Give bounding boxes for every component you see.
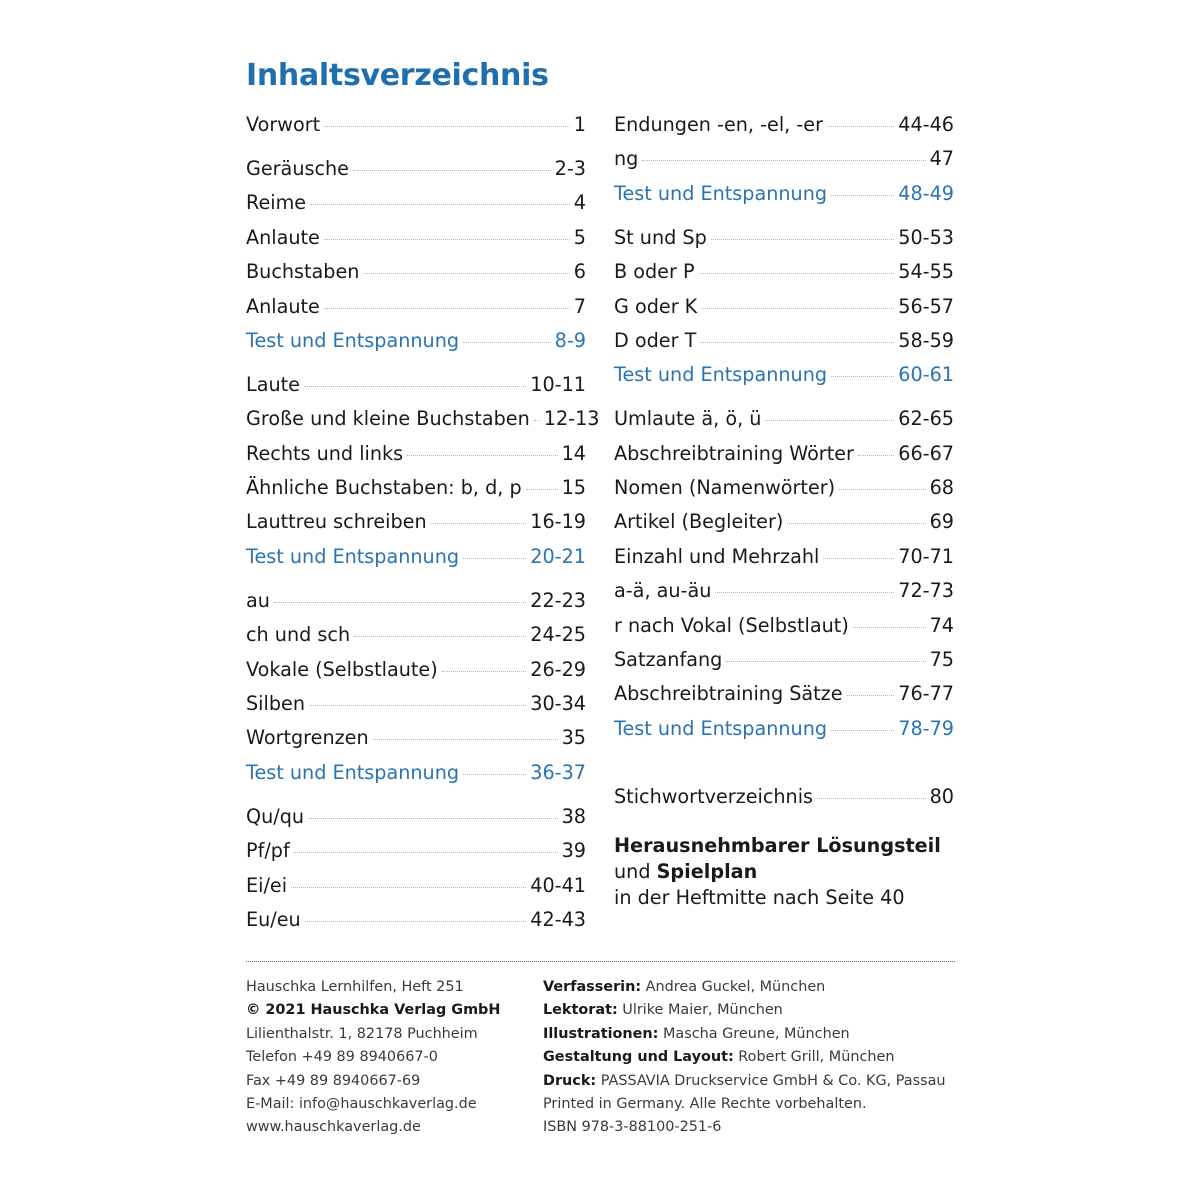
toc-leader-dots: [294, 852, 558, 853]
imprint-key: Gestaltung und Layout:: [543, 1049, 734, 1066]
toc-leader-dots: [463, 774, 526, 775]
toc-entry: [614, 290, 954, 324]
toc-entry-label: Abschreibtraining Sätze: [614, 682, 843, 706]
toc-entry-label: Stichwortverzeichnis: [614, 785, 814, 809]
imprint-key: Verfasserin:: [543, 979, 642, 995]
page-title: Inhaltsverzeichnis: [246, 58, 549, 93]
toc-entry-label: Test und Entspannung: [246, 544, 460, 568]
toc-entry-page: 70-71: [898, 544, 954, 568]
imprint-value: PASSAVIA Druckservice GmbH & Co. KG, Passau: [596, 1072, 946, 1089]
toc-entry-page: 8-9: [554, 328, 586, 352]
toc-leader-dots: [305, 921, 527, 922]
toc-entry: [246, 186, 586, 220]
imprint-line: Telefon +49 89 8940667-0: [246, 1049, 438, 1066]
toc-entry: [246, 368, 586, 402]
imprint-key: Illustrationen:: [543, 1025, 659, 1042]
toc-entry-page: 62-65: [898, 407, 954, 431]
toc-entry-label: Qu/qu: [246, 804, 305, 828]
toc-entry: [614, 142, 954, 176]
toc-leader-dots: [823, 558, 894, 559]
toc-entry: [246, 471, 586, 505]
toc-entry: [614, 540, 954, 574]
toc-entry-page: 47: [929, 147, 954, 171]
toc-entry-label: G oder K: [614, 294, 698, 318]
imprint-line: © 2021 Hauschka Verlag GmbH: [246, 1002, 501, 1019]
toc-leader-dots: [831, 730, 894, 731]
toc-entry-label: r nach Vokal (Selbstlaut): [614, 613, 849, 637]
toc-entry-page: 10-11: [530, 372, 586, 396]
toc-entry-page: 48-49: [898, 181, 954, 205]
toc-entry: [246, 290, 586, 324]
toc-leader-dots: [353, 170, 551, 171]
toc-entry-page: 20-21: [530, 544, 586, 568]
toc-entry-page: 38: [561, 804, 586, 828]
toc-entry: [246, 800, 586, 834]
toc-entry-label: Abschreibtraining Wörter: [614, 441, 854, 465]
toc-entry: [246, 687, 586, 721]
toc-entry-page: 15: [561, 476, 586, 500]
toc-entry-label: au: [246, 588, 270, 612]
toc-entry-page: 44-46: [898, 113, 954, 136]
toc-leader-dots: [858, 455, 894, 456]
imprint-credits: [543, 976, 946, 1140]
toc-entry-page: 1: [573, 113, 586, 136]
toc-entry-label: a-ä, au-äu: [614, 579, 712, 603]
toc-entry: [614, 324, 954, 358]
toc-leader-dots: [701, 308, 894, 309]
toc-entry-label: Test und Entspannung: [614, 363, 828, 387]
imprint-value: ISBN 978-3-88100-251-6: [543, 1119, 722, 1136]
toc-entry-page: 66-67: [898, 441, 954, 465]
toc-entry-label: Endungen -en, -el, -er: [614, 113, 823, 136]
toc-entry: [614, 437, 954, 471]
toc-entry-page: 22-23: [530, 588, 586, 612]
toc-leader-dots: [308, 818, 558, 819]
toc-entry: [246, 505, 586, 539]
toc-leader-dots: [463, 342, 551, 343]
toc-entry-page: 60-61: [898, 363, 954, 387]
toc-entry: [246, 869, 586, 903]
toc-entry-label: Test und Entspannung: [614, 181, 828, 205]
imprint-key: Lektorat:: [543, 1002, 618, 1019]
toc-entry-page: 42-43: [530, 907, 586, 931]
toc-entry-label: Pf/pf: [246, 839, 290, 863]
toc-entry: [246, 402, 600, 436]
toc-entry-label: Anlaute: [246, 225, 320, 249]
toc-leader-dots: [853, 627, 926, 628]
toc-entry-page: 24-25: [530, 623, 586, 647]
toc-entry-label: Anlaute: [246, 294, 320, 318]
toc-leader-dots: [817, 798, 926, 799]
toc-entry: [246, 255, 586, 289]
toc-leader-dots: [324, 239, 570, 240]
imprint-value: Printed in Germany. Alle Rechte vorbehalten.: [543, 1096, 867, 1113]
toc-leader-dots: [847, 695, 895, 696]
toc-entry-page: 7: [573, 294, 586, 318]
toc-entry-page: 16-19: [530, 510, 586, 534]
toc-leader-dots: [363, 273, 569, 274]
toc-leader-dots: [642, 160, 925, 161]
toc-leader-dots: [765, 420, 894, 421]
toc-entry-page: 35: [561, 726, 586, 750]
toc-entry-page: 5: [573, 225, 586, 249]
toc-entry-label: Rechts und links: [246, 441, 404, 465]
toc-entry-page: 72-73: [898, 579, 954, 603]
toc-entry-label: Ei/ei: [246, 873, 288, 897]
toc-entry-label: Reime: [246, 191, 307, 215]
toc-leader-dots: [310, 204, 570, 205]
toc-entry-page: 76-77: [898, 682, 954, 706]
imprint-line: [543, 1046, 946, 1069]
toc-leader-dots: [324, 126, 570, 127]
toc-leader-dots: [526, 489, 558, 490]
toc-entry: [614, 358, 954, 392]
toc-entry-label: Eu/eu: [246, 907, 301, 931]
toc-entry: [246, 756, 586, 790]
toc-entry-page: 39: [561, 839, 586, 863]
toc-entry-label: Laute: [246, 372, 300, 396]
imprint-value: Ulrike Maier, München: [617, 1002, 783, 1019]
toc-entry-label: Umlaute ä, ö, ü: [614, 407, 762, 431]
toc-entry-label: Test und Entspannung: [614, 716, 828, 740]
toc-leader-dots: [700, 342, 894, 343]
toc-entry: [614, 221, 954, 255]
toc-leader-dots: [407, 455, 557, 456]
imprint-line: Hauschka Lernhilfen, Heft 251: [246, 979, 464, 995]
toc-entry: [246, 584, 586, 618]
toc-entry-label: Satzanfang: [614, 648, 723, 672]
toc-entry: [246, 221, 586, 255]
toc-entry-label: Wortgrenzen: [246, 726, 369, 750]
toc-entry-label: Vokale (Selbstlaute): [246, 657, 438, 681]
toc-entry-label: Test und Entspannung: [246, 328, 460, 352]
toc-leader-dots: [715, 592, 894, 593]
toc-entry-label: ng: [614, 147, 639, 171]
toc-entry: [246, 324, 586, 358]
imprint-line: [543, 999, 946, 1022]
toc-entry: [246, 152, 586, 186]
toc-entry-page: 50-53: [898, 225, 954, 249]
imprint-value: Andrea Guckel, München: [641, 979, 826, 995]
toc-entry-label: Geräusche: [246, 156, 349, 180]
toc-entry-label: D oder T: [614, 328, 697, 352]
toc-entry-label: Silben: [246, 692, 305, 716]
solution-note-bold-1: Herausnehmbarer Lösungsteil: [614, 833, 941, 857]
toc-entry-page: 4: [573, 191, 586, 215]
imprint-line: [543, 1023, 946, 1046]
toc-entry-page: 40-41: [530, 873, 586, 897]
toc-entry-label: Einzahl und Mehrzahl: [614, 544, 820, 568]
toc-entry: [614, 780, 954, 814]
imprint-key: Druck:: [543, 1072, 597, 1089]
solution-note-bold-2: Spielplan: [656, 859, 758, 883]
toc-entry: [246, 653, 586, 687]
toc-entry: [614, 643, 954, 677]
toc-entry-page: 56-57: [898, 294, 954, 318]
toc-entry-label: Nomen (Namenwörter): [614, 476, 836, 500]
toc-entry-page: 80: [929, 785, 954, 809]
toc-leader-dots: [354, 636, 526, 637]
imprint-line: [543, 1070, 946, 1093]
toc-right-column: [614, 108, 954, 911]
toc-leader-dots: [711, 239, 894, 240]
toc-entry: [614, 712, 954, 746]
toc-entry: [246, 108, 586, 142]
toc-entry: [614, 177, 954, 211]
toc-entry: [614, 255, 954, 289]
toc-entry: [614, 677, 954, 711]
imprint-line: [543, 1116, 946, 1139]
toc-leader-dots: [787, 523, 925, 524]
toc-entry-label: Ähnliche Buchstaben: b, d, p: [246, 476, 522, 500]
toc-leader-dots: [373, 739, 558, 740]
toc-entry-page: 69: [929, 510, 954, 534]
toc-leader-dots: [699, 273, 895, 274]
toc-entry-page: 30-34: [530, 692, 586, 716]
imprint-line: E-Mail: info@hauschkaverlag.de: [246, 1096, 477, 1113]
toc-entry: [614, 574, 954, 608]
toc-leader-dots: [827, 126, 894, 127]
toc-entry-page: 36-37: [530, 760, 586, 784]
toc-leader-dots: [534, 420, 540, 421]
toc-entry: [246, 437, 586, 471]
imprint-line: [543, 976, 946, 999]
toc-leader-dots: [839, 489, 925, 490]
toc-entry: [246, 834, 586, 868]
toc-leader-dots: [726, 661, 925, 662]
toc-entry-label: St und Sp: [614, 225, 707, 249]
toc-entry-label: Test und Entspannung: [246, 760, 460, 784]
toc-leader-dots: [291, 887, 526, 888]
toc-entry-page: 12-13: [543, 407, 600, 431]
imprint-line: Fax +49 89 8940667-69: [246, 1072, 421, 1089]
solution-note-plain-2: in der Heftmitte nach Seite 40: [614, 885, 905, 909]
toc-entry-page: 14: [561, 441, 586, 465]
toc-entry-label: ch und sch: [246, 623, 351, 647]
toc-leader-dots: [274, 602, 526, 603]
toc-entry-page: 78-79: [898, 716, 954, 740]
toc-leader-dots: [831, 376, 894, 377]
toc-entry: [614, 609, 954, 643]
toc-entry: [614, 505, 954, 539]
toc-leader-dots: [442, 671, 527, 672]
toc-entry-label: Große und kleine Buchstaben: [246, 407, 530, 431]
imprint-line: www.hauschkaverlag.de: [246, 1119, 421, 1136]
toc-entry-label: Buchstaben: [246, 260, 360, 284]
toc-entry-page: 68: [929, 476, 954, 500]
toc-entry-label: B oder P: [614, 260, 695, 284]
imprint-value: Mascha Greune, München: [658, 1025, 850, 1042]
imprint-line: [543, 1093, 946, 1116]
divider: [246, 961, 955, 962]
solution-note-plain-1: und: [614, 859, 657, 883]
toc-entry: [614, 108, 954, 142]
toc-entry: [246, 540, 586, 574]
toc-entry-page: 54-55: [898, 260, 954, 284]
toc-entry-label: Artikel (Begleiter): [614, 510, 784, 534]
toc-entry-page: 2-3: [554, 156, 586, 180]
toc-entry-page: 26-29: [530, 657, 586, 681]
toc-leader-dots: [304, 386, 526, 387]
toc-entry: [614, 471, 954, 505]
toc-entry-label: Lauttreu schreiben: [246, 510, 427, 534]
toc-leader-dots: [309, 705, 526, 706]
toc-entry: [246, 618, 586, 652]
toc-entry-page: 74: [929, 613, 954, 637]
toc-leader-dots: [831, 195, 894, 196]
toc-entry: [614, 402, 954, 436]
imprint-line: Lilienthalstr. 1, 82178 Puchheim: [246, 1025, 478, 1042]
toc-left-column: [246, 108, 600, 937]
solution-note: [614, 833, 954, 911]
toc-entry: [246, 903, 586, 937]
toc-entry-page: 75: [929, 648, 954, 672]
toc-leader-dots: [324, 308, 570, 309]
toc-entry: [246, 721, 586, 755]
toc-entry-page: 6: [573, 260, 586, 284]
toc-entry-label: Vorwort: [246, 113, 321, 136]
toc-leader-dots: [463, 558, 526, 559]
imprint-value: Robert Grill, München: [733, 1049, 895, 1066]
toc-entry-page: 58-59: [898, 328, 954, 352]
toc-leader-dots: [431, 523, 527, 524]
imprint-publisher: [246, 976, 500, 1140]
